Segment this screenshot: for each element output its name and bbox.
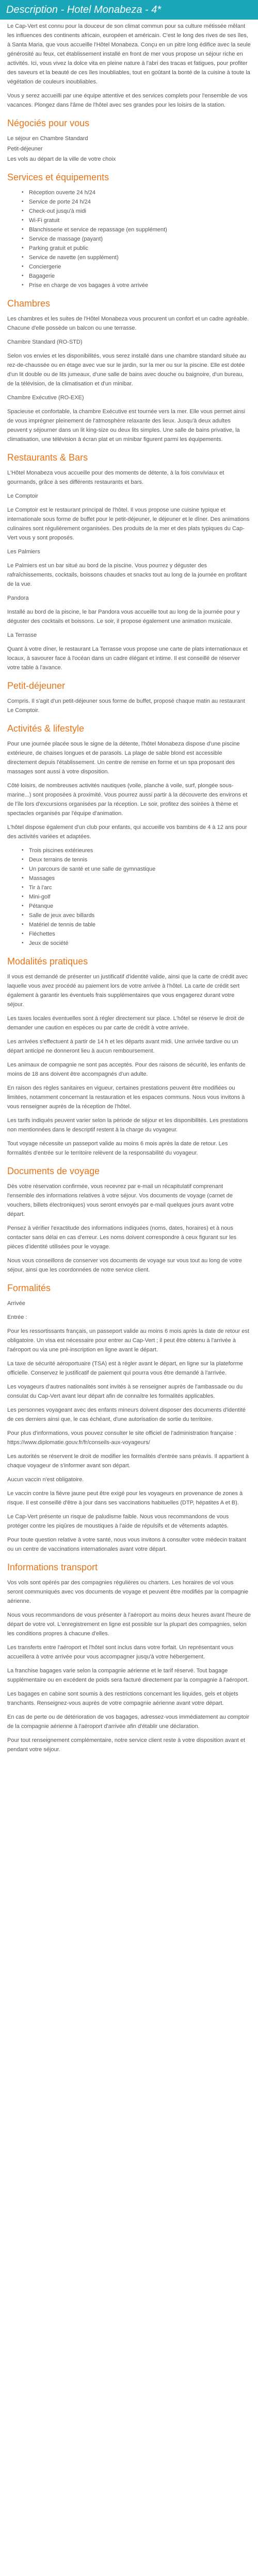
modalites-paragraph: Les tarifs indiqués peuvent varier selon la période de séjour et les disponibilités. Les prestations non mentionnées dans le descriptif restent à la charge du voyageur. [7, 1117, 248, 1133]
section-title-petit-dejeuner: Petit-déjeuner [7, 681, 66, 691]
bullet-icon: • [22, 885, 24, 890]
transport-paragraph: Nous vous recommandons de vous présenter à l'aéroport au moins deux heures avant l'heure de départ de votre vol. L'enregistrement en ligne est possible sur la plupart des compagnies, selon les conditions propres à chacune d'elles. [7, 1612, 251, 1637]
transport-paragraph: En cas de perte ou de détérioration de vos bagages, adressez-vous immédiatement au comptoir de la compagnie aérienne à l'aéroport d'arrivée afin d'établir une déclaration. [7, 1714, 249, 1730]
activites-list [7, 846, 251, 948]
formalites-subtitle: Arrivée [7, 1300, 25, 1307]
transport-paragraph: Pour tout renseignement complémentaire, notre service client reste à votre disposition avant et pendant votre séjour. [7, 1737, 246, 1753]
section-title-formalites: Formalités [7, 1283, 51, 1293]
formalites-paragraph: Les autorités se réservent le droit de modifier les formalités d'entrée sans préavis. Il appartient à chaque voyageur de s'informer avant son départ. [7, 1453, 249, 1469]
bullet-icon: • [22, 866, 24, 872]
formalites-paragraph: Pour les ressortissants français, un passeport valide au moins 6 mois après la date de retour est obligatoire. Un visa est nécessaire pour entrer au Cap-Vert ; il peut être obtenu à l'arrivée à l'aéroport ou via une pré-inscription en ligne avant le départ. [7, 1328, 249, 1353]
description-header [0, 0, 258, 20]
section-title-documents: Documents de voyage [7, 1166, 100, 1176]
list-item: • Service de navette (en supplément) [29, 253, 251, 262]
formalites-paragraph: Le Cap-Vert présente un risque de paludisme faible. Nous vous recommandons de vous protéger contre les piqûres de moustiques à l'aide de répulsifs et de vêtements adaptés. [7, 1514, 229, 1529]
section-title-informations-transport: Informations transport [7, 1562, 98, 1572]
section-title-activites: Activités & lifestyle [7, 723, 85, 734]
bullet-icon: • [22, 264, 24, 269]
restaurant-1-description: Le Comptoir est le restaurant principal de l'hôtel. Il vous propose une cuisine typique et internationale sous forme de buffet pour le petit-déjeuner, le déjeuner et le dîner. Des animations culinaires sont régulièrement organisées. Des produits de la mer et des plats typiques du Cap-Vert vous y sont proposés. [7, 507, 250, 541]
intro-paragraph-1: Le Cap-Vert est connu pour la douceur de son climat commun pour sa culture métissée mêlant les influences des continents africain, européen et américain. C'est le long des rives de ses îles, à Santa Maria, que vous accueille l'Hôtel Monabeza. Conçu en un pitre long édifice avec la seule générosité au feux, cet établissement installé en front de mer vous propose un séjour riche en activités. Ici, vous vivez la dolce vita en pleine nature à l'abri des tracas et fatigues, pour profiter des saveurs et la beauté de ces îles inoubliables, tout en goûtant la bonté de la cuisine à toute la végétation de couleurs inoubliables. [7, 23, 251, 85]
section-title-services: Services et équipements [7, 172, 109, 182]
chambre-executive-description: Spacieuse et confortable, la chambre Exécutive est tournée vers la mer. Elle vous permet ainsi de vous imprégner pleinement de l'atmosphère relaxante des lieux. Jusqu'à deux adultes peuvent y séjourner dans un lit king-size ou deux lits simples. Une salle de bains privative, la climatisation, une télévision à écran plat et un minibar figurent parmi les équipements. [7, 409, 246, 443]
list-item: • Parking gratuit et public [29, 244, 251, 253]
transport-paragraph: Vos vols sont opérés par des compagnies régulières ou charters. Les horaires de vol vous seront communiqués avec vos documents de voyage et peuvent être modifiés par la compagnie aérienne. [7, 1580, 249, 1604]
bullet-icon: • [22, 227, 24, 232]
list-item: • Tir à l'arc [29, 883, 251, 892]
content [0, 22, 258, 1769]
services-list [7, 188, 251, 290]
section-title-chambres: Chambres [7, 298, 51, 309]
bullet-icon: • [22, 273, 24, 279]
list-item: • Mini-golf [29, 892, 251, 902]
negocies-list [7, 134, 251, 164]
formalites-paragraph: La taxe de sécurité aéroportuaire (TSA) est à régler avant le départ, en ligne sur la plateforme officielle. Conservez le justificatif de paiement qui pourra vous être demandé à l'arrivée. [7, 1361, 243, 1376]
page-title: Description - Hotel Monabeza - 4* [6, 4, 162, 15]
restaurants-intro: L'Hôtel Monabeza vous accueille pour des moments de détente, à la fois conviviaux et gourmands, grâce à ses différents restaurants et bars. [7, 470, 224, 485]
negocies-item: Le séjour en Chambre Standard [7, 135, 88, 142]
list-item: • Blanchisserie et service de repassage (en supplément) [29, 225, 251, 234]
restaurant-4-title: La Terrasse [7, 632, 37, 638]
bullet-icon: • [22, 208, 24, 214]
list-item: • Wi-Fi gratuit [29, 216, 251, 225]
bullet-icon: • [22, 199, 24, 205]
section-title-negocies: Négociés pour vous [7, 118, 90, 128]
list-item: • Service de massage (payant) [29, 234, 251, 244]
activites-paragraph-3: L'hôtel dispose également d'un club pour enfants, qui accueille vos bambins de 4 à 12 ans pour des activités variées et adaptées. [7, 824, 247, 840]
formalites-paragraph: Les voyageurs d'autres nationalités sont invités à se renseigner auprès de l'ambassade ou du consulat du Cap-Vert avant leur départ afin de connaître les formalités applicables. [7, 1384, 243, 1399]
bullet-icon: • [22, 282, 24, 288]
intro-paragraph-2: Vous y serez accueilli par une équipe attentive et des services complets pour l'ensemble de vos vacances. Plongez dans l'âme de l'hôtel avec ses grandes pour les loisirs de la station. [7, 93, 248, 108]
chambre-standard-description: Selon vos envies et les disponibilités, vous serez installé dans une chambre standard située au rez-de-chaussée ou en étage avec vue sur le jardin, sur la mer ou sur la piscine. Elle est dotée d'un lit double ou de lits jumeaux, d'une salle de bains avec douche ou baignoire, d'un bureau, de la télévision, de la climatisation et d'un minibar. [7, 353, 246, 387]
formalites-paragraph: Pour plus d'informations, vous pouvez consulter le site officiel de l'administration française : https://www.diplomatie.gouv.fr/fr/conseils-aux-voyageurs/ [7, 1430, 237, 1446]
documents-paragraph: Nous vous conseillons de conserver vos documents de voyage sur vous tout au long de votre séjour, ainsi que les coordonnées de notre service client. [7, 1258, 242, 1273]
formalites-paragraph: Aucun vaccin n'est obligatoire. [7, 1477, 84, 1483]
petit-dejeuner-text: Compris. Il s'agit d'un petit-déjeuner sous forme de buffet, proposé chaque matin au restaurant Le Comptoir. [7, 698, 245, 714]
list-item: • Jeux de société [29, 939, 251, 948]
list-item: • Massages [29, 874, 251, 883]
bullet-icon: • [22, 190, 24, 195]
list-item: • Service de porte 24 h/24 [29, 197, 251, 207]
bullet-icon: • [22, 922, 24, 927]
modalites-paragraph: Tout voyage nécessite un passeport valide au moins 6 mois après la date de retour. Les formalités d'entrée sur le territoire relèvent de la responsabilité du voyageur. [7, 1141, 228, 1156]
activites-paragraph-2: Côté loisirs, de nombreuses activités nautiques (voile, planche à voile, surf, plongée sous-marine...) sont proposées à proximité. Vous pourrez aussi partir à la découverte des environs et de l'île lors d'excursions organisées par la réception. Le soir, profitez des soirées à thème et spectacles organisés par l'équipe d'animation. [7, 783, 248, 817]
modalites-paragraph: Il vous est demandé de présenter un justificatif d'identité valide, ainsi que la carte de crédit avec laquelle vous avez procédé au paiement lors de votre arrivée à l'hôtel. La carte de crédit sert également à garantir les éventuels frais supplémentaires que vous engagerez durant votre séjour. [7, 974, 248, 1008]
list-item: • Salle de jeux avec billards [29, 911, 251, 920]
modalites-paragraph: Les animaux de compagnie ne sont pas acceptés. Pour des raisons de sécurité, les enfants de moins de 18 ans doivent être accompagnés d'un adulte. [7, 1062, 246, 1077]
list-item: • Conciergerie [29, 262, 251, 272]
activites-paragraph-1: Pour une journée placée sous le signe de la détente, l'hôtel Monabeza dispose d'une piscine extérieure, de chaises longues et de parasols. La plage de sable blond est accessible directement depuis l'établissement. Un centre de remise en forme et un spa proposant des massages sont aussi à votre disposition. [7, 741, 240, 775]
chambres-intro: Les chambres et les suites de l'Hôtel Monabeza vous procurent un confort et un cadre agréable. Chacune d'elle possède un balcon ou une terrasse. [7, 316, 249, 331]
transport-paragraph: Les transferts entre l'aéroport et l'hôtel sont inclus dans votre forfait. Un représentant vous accueillera à votre arrivée pour vous accompagner jusqu'à votre hébergement. [7, 1645, 234, 1660]
list-item: • Bagagerie [29, 272, 251, 281]
modalites-paragraph: Les taxes locales éventuelles sont à régler directement sur place. L'hôtel se réserve le droit de demander une caution en espèces ou par carte de crédit à votre arrivée. [7, 1015, 245, 1031]
transport-paragraph: Les bagages en cabine sont soumis à des restrictions concernant les liquides, gels et objets tranchants. Renseignez-vous auprès de votre compagnie aérienne avant votre départ. [7, 1691, 238, 1706]
formalites-paragraph: Le vaccin contre la fièvre jaune peut être exigé pour les voyageurs en provenance de zones à risque. Il est conseillé d'être à jour dans ses vaccinations habituelles (DTP, hépatites A et B). [7, 1490, 243, 1506]
bullet-icon: • [22, 903, 24, 909]
formalites-paragraph: Les personnes voyageant avec des enfants mineurs doivent disposer des documents d'identité de ces derniers ainsi que, le cas échéant, d'une autorisation de sortie du territoire. [7, 1407, 246, 1422]
restaurant-2-title: Les Palmiers [7, 549, 40, 555]
restaurant-4-description: Quant à votre dîner, le restaurant La Terrasse vous propose une carte de plats internationaux et locaux, à savourer face à l'océan dans un cadre élégant et intime. Il est conseillé de réserver votre table à l'avance. [7, 646, 248, 671]
list-item: • Pétanque [29, 902, 251, 911]
restaurant-1-title: Le Comptoir [7, 493, 38, 499]
bullet-icon: • [22, 245, 24, 251]
chambre-standard-title: Chambre Standard (RO-STD) [7, 339, 83, 345]
bullet-icon: • [22, 236, 24, 242]
bullet-icon: • [22, 217, 24, 223]
list-item: • Trois piscines extérieures [29, 846, 251, 855]
list-item: • Fléchettes [29, 929, 251, 939]
list-item: • Matériel de tennis de table [29, 920, 251, 929]
documents-paragraph: Pensez à vérifier l'exactitude des informations indiquées (noms, dates, horaires) et à nous contacter sans délai en cas d'erreur. Les noms doivent correspondre à ceux figurant sur les pièces d'identité utilisées pour le voyage. [7, 1225, 237, 1250]
modalites-paragraph: Les arrivées s'effectuent à partir de 14 h et les départs avant midi. Une arrivée tardive ou un départ anticipé ne donneront lieu à aucun remboursement. [7, 1039, 238, 1054]
negocies-item: Petit-déjeuner [7, 146, 43, 152]
bullet-icon: • [22, 912, 24, 918]
transport-paragraph: La franchise bagages varie selon la compagnie aérienne et le tarif réservé. Tout bagage supplémentaire ou en excédent de poids sera facturé directement par la compagnie à l'aéroport. [7, 1668, 249, 1683]
bullet-icon: • [22, 875, 24, 881]
formalites-paragraph: Entrée : [7, 1314, 27, 1320]
modalites-paragraph: En raison des règles sanitaires en vigueur, certaines prestations peuvent être modifiées ou limitées, notamment concernant la restauration et les espaces communs. Nous vous invitons à vous renseigner auprès de la réception de l'hôtel. [7, 1085, 245, 1110]
formalites-paragraph: Pour toute question relative à votre santé, nous vous invitons à consulter votre médecin traitant ou un centre de vaccinations internationales avant votre départ. [7, 1537, 246, 1552]
restaurant-2-description: Le Palmiers est un bar situé au bord de la piscine. Vous pourrez y déguster des rafraîchissements, cocktails, boissons chaudes et snacks tout au long de la journée en profitant de la vue. [7, 563, 247, 587]
restaurant-3-description: Installé au bord de la piscine, le bar Pandora vous accueille tout au long de la journée pour y déguster des cocktails et boissons. Le soir, il propose également une animation musicale. [7, 609, 240, 624]
bullet-icon: • [22, 255, 24, 260]
bullet-icon: • [22, 940, 24, 946]
bullet-icon: • [22, 857, 24, 862]
list-item: • Réception ouverte 24 h/24 [29, 188, 251, 197]
section-title-modalites: Modalités pratiques [7, 956, 88, 967]
bullet-icon: • [22, 848, 24, 853]
documents-paragraph: Dès votre réservation confirmée, vous recevrez par e-mail un récapitulatif comprenant l'ensemble des informations relatives à votre séjour. Vos documents de voyage (carnet de vouchers, billets électroniques) vous seront envoyés par e-mail quelques jours avant votre départ. [7, 1183, 234, 1217]
bullet-icon: • [22, 894, 24, 900]
list-item: • Check-out jusqu'à midi [29, 207, 251, 216]
list-item: • Un parcours de santé et une salle de gymnastique [29, 865, 251, 874]
list-item: • Prise en charge de vos bagages à votre arrivée [29, 281, 251, 290]
negocies-item: Les vols au départ de la ville de votre choix [7, 156, 116, 162]
chambre-executive-title: Chambre Exécutive (RO-EXE) [7, 395, 84, 401]
restaurant-3-title: Pandora [7, 595, 29, 601]
list-item: • Deux terrains de tennis [29, 855, 251, 865]
section-title-restaurants: Restaurants & Bars [7, 452, 88, 463]
bullet-icon: • [22, 931, 24, 937]
